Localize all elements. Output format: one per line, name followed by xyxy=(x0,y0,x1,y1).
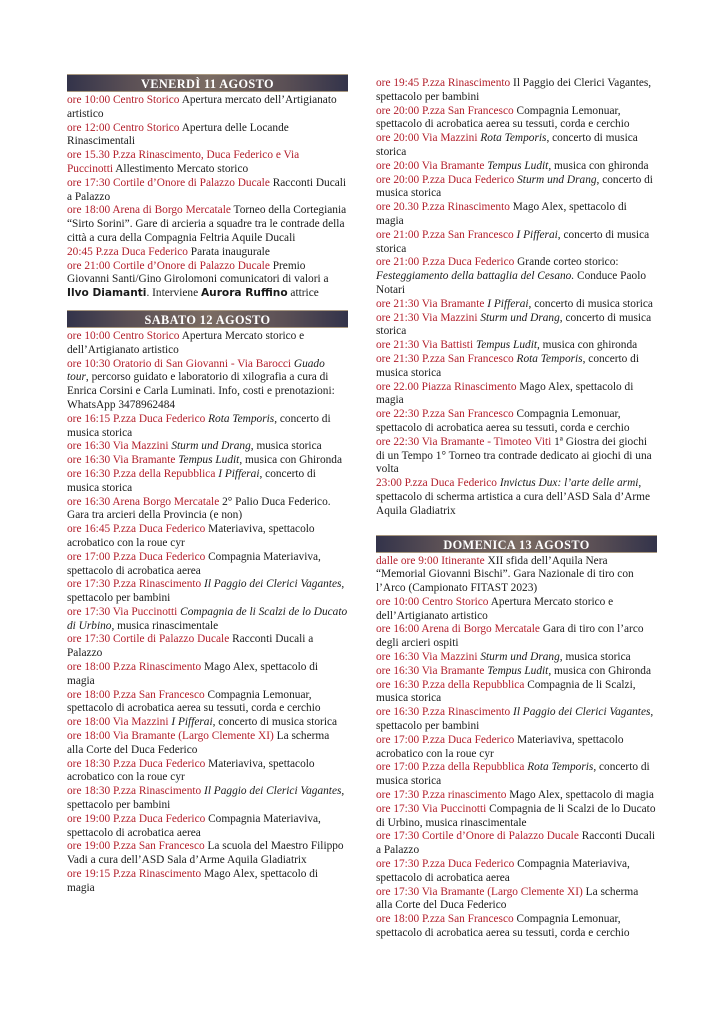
event-time-place: ore 12:00 Centro Storico xyxy=(67,121,180,134)
day-header-sunday: DOMENICA 13 AGOSTO xyxy=(376,535,657,553)
event-entry xyxy=(67,689,348,717)
event-entry xyxy=(67,177,348,205)
event-entry xyxy=(67,606,348,634)
event-description: 1ª Giostra dei giochi di un Tempo 1° Torneo tra contrade dedicato ai giochi di una volta xyxy=(376,435,652,476)
event-entry xyxy=(376,160,657,174)
event-description: Tempus Ludit xyxy=(178,454,240,467)
event-description: Rota Temporis xyxy=(527,761,594,774)
event-description: , concerto di musica storica xyxy=(376,761,650,788)
event-time-place: ore 20:00 P.zza Duca Federico xyxy=(376,173,515,186)
event-description: , spettacolo per bambini xyxy=(67,785,345,812)
event-time-place: ore 18:00 P.zza San Francesco xyxy=(376,913,514,926)
event-entry xyxy=(376,830,657,858)
event-description: , concerto di musica storica xyxy=(376,173,653,200)
event-description: , percorso guidato e laboratorio di xilografia a cura di Enrica Corsini e Carla Luminati. Info, costi e prenotazioni: WhatsApp 3478962484 xyxy=(67,371,335,411)
event-time-place: ore 16:00 Arena di Borgo Mercatale xyxy=(376,623,540,636)
event-description: Materiaviva, spettacolo acrobatico con la roue cyr xyxy=(67,523,315,549)
event-time-place: ore 10:00 Centro Storico xyxy=(376,595,489,608)
event-description: Invictus Dux: l’arte delle armi xyxy=(499,477,639,490)
event-entry xyxy=(67,330,348,358)
column-left xyxy=(67,74,348,896)
event-entry xyxy=(376,77,657,105)
event-entry xyxy=(376,477,657,518)
event-description: I Pifferai xyxy=(171,716,213,729)
event-entry xyxy=(67,260,348,301)
event-description: 2° Palio Duca Federico. Gara tra arcieri della Provincia (e non) xyxy=(67,495,331,522)
event-description: Compagnia Lemonuar, spettacolo di acrobatica aerea su tessuti, corda e cerchio xyxy=(376,913,630,940)
event-description: I Pifferai xyxy=(516,228,558,241)
event-list-friday xyxy=(67,94,348,301)
day-section-sunday xyxy=(376,535,657,941)
event-time-place: ore 17:30 Via Puccinotti xyxy=(67,605,178,618)
event-entry xyxy=(376,201,657,229)
event-description: Apertura Mercato storico e dell’Artigianato artistico xyxy=(376,595,614,622)
event-time-place: ore 10:00 Centro Storico xyxy=(67,329,180,342)
event-description: Tempus Ludit xyxy=(475,339,537,352)
event-time-place: ore 21:30 Via Bramante xyxy=(376,297,485,310)
event-description: I Pifferai xyxy=(487,297,529,310)
event-entry xyxy=(376,665,657,679)
event-entry xyxy=(376,651,657,665)
event-description: Il Paggio dei Clerici Vagantes xyxy=(204,578,342,591)
day-header-friday: VENERDÌ 11 AGOSTO xyxy=(67,74,348,92)
event-description: Compagnia Lemonuar, spettacolo di acrobatica aerea su tessuti, corda e cerchio xyxy=(376,408,630,434)
event-description: , concerto di musica storica xyxy=(212,716,338,729)
event-description: Tempus Ludit xyxy=(487,159,549,172)
event-entry xyxy=(67,661,348,689)
event-description: Apertura delle Locande Rinascimentali xyxy=(67,121,289,148)
day-header-saturday: SABATO 12 AGOSTO xyxy=(67,310,348,328)
event-entry xyxy=(67,496,348,524)
event-description: , concerto di musica storica xyxy=(528,297,653,310)
event-description: Parata inaugurale xyxy=(187,245,270,258)
event-time-place: ore 16:30 Via Mazzini xyxy=(376,651,478,664)
event-time-place: ore 18:00 Arena di Borgo Mercatale xyxy=(67,204,231,217)
event-entry xyxy=(67,122,348,150)
event-time-place: ore 17:00 P.zza della Repubblica xyxy=(376,761,525,774)
event-description: Mago Alex, spettacolo di magia xyxy=(67,868,319,894)
event-description: Mago Alex, spettacolo di magia xyxy=(506,789,654,802)
event-entry xyxy=(376,789,657,803)
event-description: , spettacolo per bambini xyxy=(67,578,345,605)
event-time-place: ore 18:30 P.zza Duca Federico xyxy=(67,757,206,770)
event-description: Gara di tiro con l’arco degli arcieri ospiti xyxy=(376,623,644,650)
event-time-place: ore 18:00 P.zza San Francesco xyxy=(67,688,205,701)
event-time-place: ore 17:30 Cortile d’Onore di Palazzo Ducale xyxy=(376,830,579,843)
event-entry xyxy=(376,229,657,257)
event-description: Sturm und Drang xyxy=(480,651,560,664)
event-entry xyxy=(376,105,657,133)
event-time-place: ore 20:00 P.zza San Francesco xyxy=(376,104,514,117)
event-description: La scuola del Maestro Filippo Vadi a cura dell’ASD Sala d’Arme Aquila Gladiatrix xyxy=(67,840,344,867)
event-description: Il Paggio dei Clerici Vagantes xyxy=(513,706,651,719)
event-entry xyxy=(376,555,657,596)
event-description: , concerto di musica storica xyxy=(376,228,650,255)
event-description: attrice xyxy=(287,287,319,300)
event-description: XII sfida dell’Aquila Nera “Memorial Giovanni Bischi”. Gara Nazionale di tiro con l’Arco (Campionato FITAST 2023) xyxy=(376,554,634,595)
event-time-place: ore 22.00 Piazza Rinascimento xyxy=(376,380,517,393)
event-entry xyxy=(376,623,657,651)
event-entry xyxy=(376,706,657,734)
event-time-place: ore 21:00 P.zza San Francesco xyxy=(376,228,514,241)
event-entry xyxy=(67,578,348,606)
event-time-place: dalle ore 9:00 Itinerante xyxy=(376,554,485,567)
event-description: Il Paggio dei Clerici Vagantes, spettacolo per bambini xyxy=(376,77,652,103)
event-time-place: ore 16:30 Via Mazzini xyxy=(67,440,169,453)
event-description: Compagnia de li Scalzi de lo Ducato di Urbino, musica rinascimentale xyxy=(376,802,656,829)
event-description: Sturm und Drang xyxy=(480,311,560,324)
event-entry xyxy=(67,730,348,758)
event-time-place: ore 17:30 P.zza rinascimento xyxy=(376,789,507,802)
event-time-place: ore 21:00 P.zza Duca Federico xyxy=(376,256,515,269)
event-entry xyxy=(67,758,348,786)
event-list-sunday xyxy=(376,555,657,941)
event-description: , musica con Ghironda xyxy=(239,454,343,467)
event-description: Sturm und Drang xyxy=(517,173,597,186)
event-time-place: 23:00 P.zza Duca Federico xyxy=(376,477,497,490)
day-section-saturday xyxy=(67,310,348,896)
event-entry xyxy=(67,246,348,260)
event-description: , musica con Ghironda xyxy=(548,664,652,677)
event-description: , musica con ghironda xyxy=(537,339,638,352)
event-entry xyxy=(376,734,657,762)
event-entry xyxy=(67,716,348,730)
event-description: , concerto di musica storica xyxy=(376,132,638,158)
event-entry xyxy=(376,886,657,914)
event-time-place: ore 20.30 P.zza Rinascimento xyxy=(376,201,510,214)
event-description: , concerto di musica storica xyxy=(376,311,652,338)
event-description: La scherma alla Corte del Duca Federico xyxy=(376,885,639,912)
event-entry xyxy=(67,358,348,413)
event-description: Mago Alex, spettacolo di magia xyxy=(67,661,319,687)
event-description: Conduce Paolo Notari xyxy=(376,270,647,296)
event-description: Rota Temporis xyxy=(516,352,583,365)
event-time-place: ore 18:30 P.zza Rinascimento xyxy=(67,785,202,798)
event-time-place: ore 17:30 P.zza Rinascimento xyxy=(67,578,202,591)
event-entry xyxy=(376,436,657,477)
event-description: . Interviene xyxy=(146,287,201,300)
day-section-friday xyxy=(67,74,348,301)
event-time-place: ore 18:00 Via Bramante (Largo Clemente XI) xyxy=(67,730,274,743)
event-description: Compagnia Materiaviva, spettacolo di acrobatica aerea xyxy=(376,858,630,884)
event-time-place: ore 16:30 P.zza della Repubblica xyxy=(376,678,525,691)
event-time-place: ore 21:30 Via Battisti xyxy=(376,339,474,352)
event-description: Il Paggio dei Clerici Vagantes xyxy=(204,785,342,798)
event-description: Materiaviva, spettacolo acrobatico con la roue cyr xyxy=(67,757,315,784)
event-time-place: ore 21:00 Cortile d’Onore di Palazzo Ducale xyxy=(67,259,270,272)
event-time-place: ore 17:30 Cortile di Palazzo Ducale xyxy=(67,633,230,646)
event-entry xyxy=(67,785,348,813)
event-description: Compagnia de li Scalzi de lo Ducato di Urbino xyxy=(67,605,348,632)
event-description: Compagnia Materiaviva, spettacolo di acrobatica aerea xyxy=(67,812,321,839)
event-description: Allestimento Mercato storico xyxy=(113,162,249,175)
event-description: , musica storica xyxy=(559,651,631,664)
event-entry xyxy=(67,413,348,441)
event-description: Compagnia Materiaviva, spettacolo di acrobatica aerea xyxy=(67,550,321,577)
event-time-place: ore 18:00 Via Mazzini xyxy=(67,716,169,729)
event-description: , spettacolo di scherma artistica a cura dell’ASD Sala d’Arme Aquila Gladiatrix xyxy=(376,477,651,517)
event-description: , concerto di musica storica xyxy=(67,467,316,494)
event-time-place: ore 21:30 P.zza San Francesco xyxy=(376,352,514,365)
event-description: , musica rinascimentale xyxy=(111,619,219,632)
event-entry xyxy=(67,454,348,468)
event-description: , spettacolo per bambini xyxy=(376,706,654,733)
event-description: Apertura Mercato storico e dell’Artigianato artistico xyxy=(67,329,305,356)
event-time-place: ore 16:30 P.zza Rinascimento xyxy=(376,706,511,719)
event-entry xyxy=(376,913,657,941)
event-description: Grande corteo storico: xyxy=(514,256,619,269)
event-description: Festeggiamento della battaglia del Cesano. xyxy=(376,270,575,283)
event-time-place: ore 17:30 P.zza Duca Federico xyxy=(376,858,515,871)
event-entry xyxy=(67,468,348,496)
event-description: , concerto di musica storica xyxy=(376,352,639,379)
event-entry xyxy=(67,633,348,661)
day-section-saturday-continued xyxy=(376,77,657,519)
event-entry xyxy=(376,408,657,436)
event-description: , musica storica xyxy=(250,440,322,453)
event-description: Ilvo Diamanti xyxy=(67,287,147,300)
event-entry xyxy=(67,868,348,896)
event-entry xyxy=(67,440,348,454)
event-time-place: ore 21:30 Via Mazzini xyxy=(376,311,478,324)
event-description: Premio Giovanni Santi/Gino Girolomoni comunicatori di valori a xyxy=(67,259,329,286)
event-description: Compagnia de li Scalzi, musica storica xyxy=(376,678,636,705)
event-description: Rota Temporis xyxy=(480,132,547,145)
event-description: Sturm und Drang xyxy=(171,440,251,453)
event-entry xyxy=(67,204,348,245)
event-description: Aurora Ruffino xyxy=(200,287,288,300)
event-time-place: ore 19:15 P.zza Rinascimento xyxy=(67,868,202,881)
event-time-place: ore 17:00 P.zza Duca Federico xyxy=(376,733,515,746)
event-description: Apertura mercato dell’Artigianato artistico xyxy=(67,94,337,120)
event-time-place: ore 17:30 Via Puccinotti xyxy=(376,802,487,815)
event-description: Racconti Ducali a Palazzo xyxy=(67,176,347,203)
event-time-place: ore 15.30 P.zza Rinascimento, Duca Federico e Via Puccinotti xyxy=(67,149,300,175)
event-time-place: ore 16:45 P.zza Duca Federico xyxy=(67,523,206,536)
event-time-place: ore 17:30 Via Bramante (Largo Clemente XI) xyxy=(376,885,583,898)
event-description: Mago Alex, spettacolo di magia xyxy=(376,380,634,407)
event-description: Tempus Ludit xyxy=(487,664,549,677)
event-entry xyxy=(376,298,657,312)
event-entry xyxy=(376,761,657,789)
event-time-place: ore 22:30 Via Bramante - Timoteo Viti xyxy=(376,435,552,448)
event-description: Compagnia Lemonuar, spettacolo di acrobatica aerea su tessuti, corda e cerchio xyxy=(376,104,630,131)
event-description: Compagnia Lemonuar, spettacolo di acrobatica aerea su tessuti, corda e cerchio xyxy=(67,688,321,715)
event-list-saturday-part1 xyxy=(67,330,348,896)
event-time-place: 20:45 P.zza Duca Federico xyxy=(67,245,188,258)
event-description: La scherma alla Corte del Duca Federico xyxy=(67,730,330,756)
event-time-place: ore 20:00 Via Bramante xyxy=(376,159,485,172)
event-time-place: ore 17:30 Cortile d’Onore di Palazzo Ducale xyxy=(67,176,270,189)
event-entry xyxy=(67,523,348,551)
event-entry xyxy=(376,339,657,353)
event-description: , concerto di musica storica xyxy=(67,412,331,439)
event-entry xyxy=(67,813,348,841)
event-entry xyxy=(67,149,348,177)
event-entry xyxy=(376,596,657,624)
event-list-saturday-part2 xyxy=(376,77,657,519)
event-description: I Pifferai xyxy=(218,467,260,480)
event-entry xyxy=(376,803,657,831)
event-entry xyxy=(376,679,657,707)
event-time-place: ore 19:00 P.zza San Francesco xyxy=(67,840,205,853)
event-time-place: ore 22:30 P.zza San Francesco xyxy=(376,408,514,421)
event-entry xyxy=(67,840,348,868)
event-description: Materiaviva, spettacolo acrobatico con la roue cyr xyxy=(376,733,624,760)
event-entry xyxy=(376,353,657,381)
event-entry xyxy=(376,858,657,886)
column-right xyxy=(376,77,657,941)
event-entry xyxy=(67,94,348,122)
event-time-place: ore 20:00 Via Mazzini xyxy=(376,132,478,145)
event-entry xyxy=(376,132,657,160)
event-time-place: ore 10:00 Centro Storico xyxy=(67,94,180,106)
event-entry xyxy=(376,312,657,340)
event-description: Guado tour xyxy=(67,357,325,384)
event-time-place: ore 16:30 Arena Borgo Mercatale xyxy=(67,495,220,508)
event-time-place: ore 19:00 P.zza Duca Federico xyxy=(67,812,206,825)
event-time-place: ore 16:30 Via Bramante xyxy=(67,454,176,467)
event-description: Racconti Ducali a Palazzo xyxy=(376,830,656,857)
event-entry xyxy=(376,174,657,202)
event-time-place: ore 17:00 P.zza Duca Federico xyxy=(67,550,206,563)
event-time-place: ore 16:15 P.zza Duca Federico xyxy=(67,412,206,425)
event-description: Racconti Ducali a Palazzo xyxy=(67,633,314,660)
event-time-place: ore 16:30 P.zza della Repubblica xyxy=(67,467,216,480)
event-time-place: ore 18:00 P.zza Rinascimento xyxy=(67,661,202,674)
event-entry xyxy=(376,381,657,409)
event-entry xyxy=(67,551,348,579)
event-time-place: ore 16:30 Via Bramante xyxy=(376,664,485,677)
event-description: Mago Alex, spettacolo di magia xyxy=(376,201,627,227)
event-time-place: ore 10:30 Oratorio di San Giovanni - Via Barocci xyxy=(67,357,292,370)
event-description: , musica con ghironda xyxy=(548,159,649,172)
event-description: Torneo della Cortegiania “Sirto Sorini”. Gare di arcieria a squadre tra le contrade della città a cura della Compagnia Feltria Aquile Ducali xyxy=(67,204,347,244)
event-time-place: ore 19:45 P.zza Rinascimento xyxy=(376,77,511,89)
event-entry xyxy=(376,256,657,297)
event-description: Rota Temporis xyxy=(208,412,275,425)
